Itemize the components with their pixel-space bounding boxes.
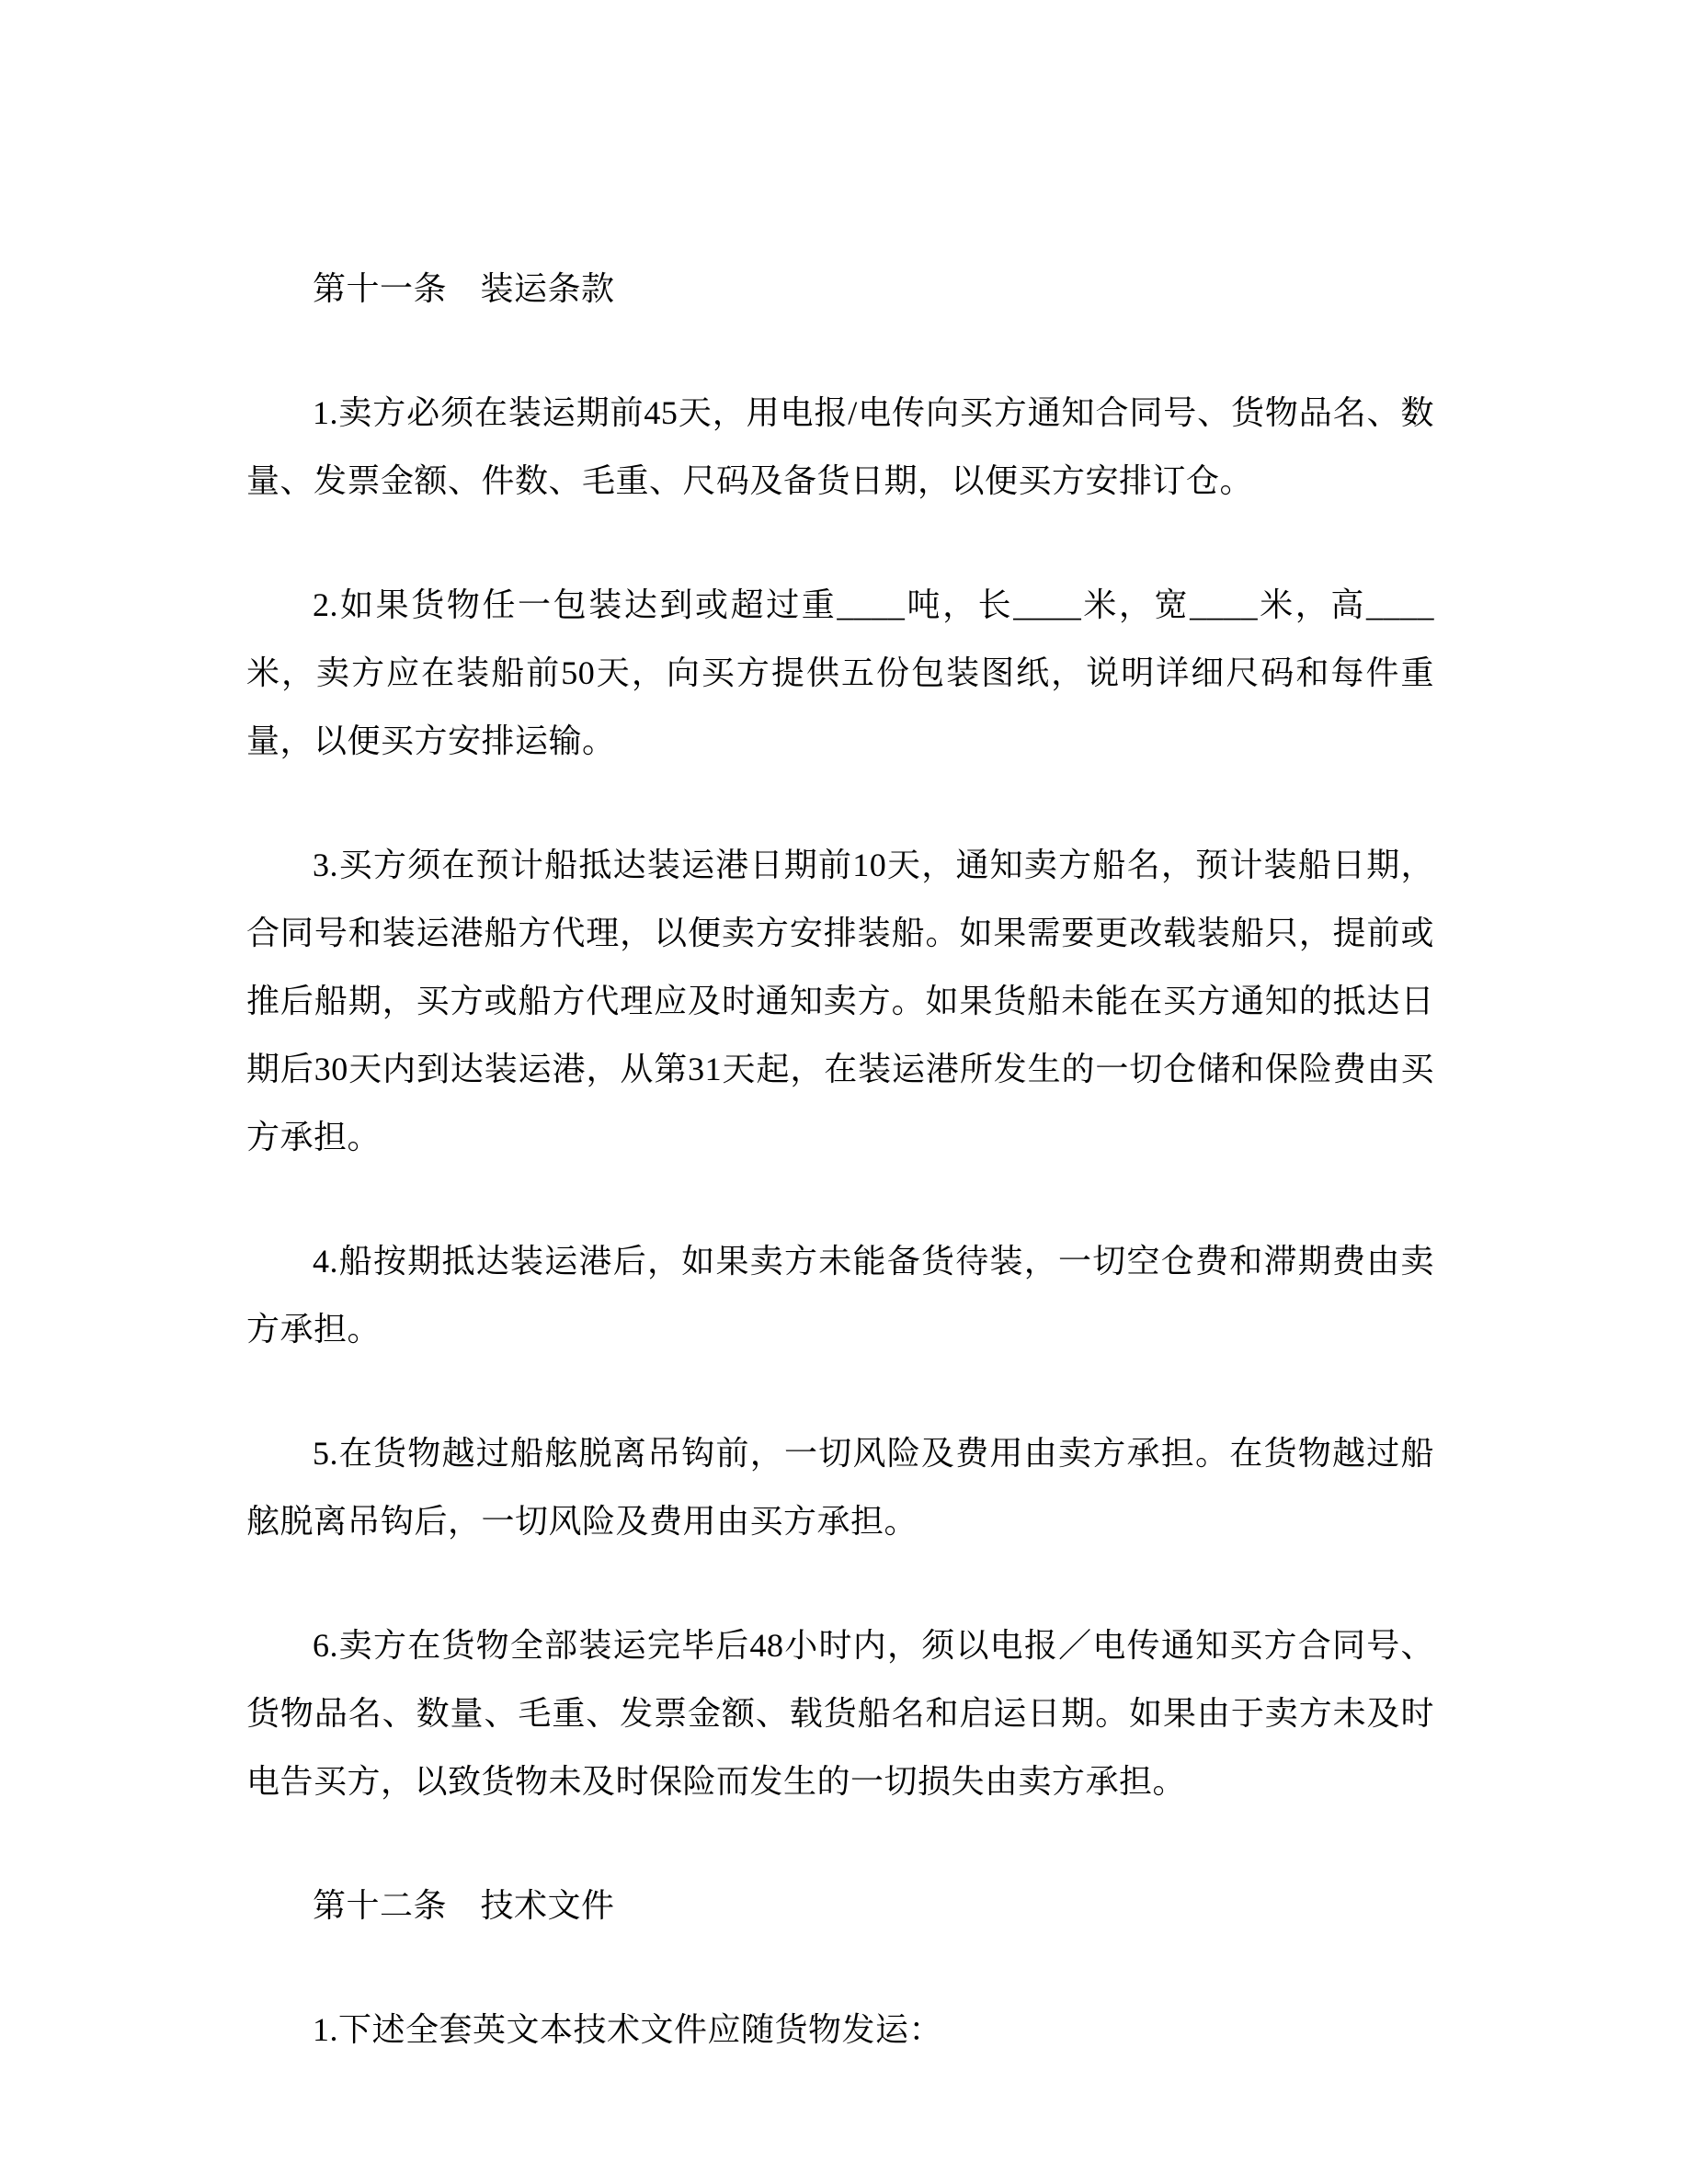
article-12-heading: 第十二条 技术文件: [313, 1887, 615, 1924]
clause-11-2-oversize-package: 2.如果货物任一包装达到或超过重____吨，长____米，宽____米，高____米，卖方应在装船前50天，向买方提供五份包装图纸，说明详细尺码和每件重量，以便买方安排运输。: [246, 586, 1434, 759]
article-11-heading: 第十一条 装运条款: [313, 270, 615, 307]
clause-12-1-technical-documents: 1.下述全套英文本技术文件应随货物发运：: [313, 2011, 943, 2048]
clause-11-1-shipment-notice: 1.卖方必须在装运期前45天，用电报/电传向买方通知合同号、货物品名、数量、发票金额、件数、毛重、尺码及备货日期，以便买方安排订仓。: [246, 394, 1434, 499]
document-body: [246, 255, 1434, 2064]
clause-11-4-dead-freight: 4.船按期抵达装运港后，如果卖方未能备货待装，一切空仓费和滞期费由卖方承担。: [246, 1243, 1434, 1348]
clause-11-3-vessel-notice: 3.买方须在预计船抵达装运港日期前10天，通知卖方船名，预计装船日期，合同号和装运港船方代理，以便卖方安排装船。如果需要更改载装船只，提前或推后船期，买方或船方代理应及时通知卖方。如果货船未能在买方通知的抵达日期后30天内到达装运港，从第31天起，在装运港所发生的一切仓储和保险费由买方承担。: [246, 847, 1434, 1155]
clause-11-6-loading-completion-notice: 6.卖方在货物全部装运完毕后48小时内，须以电报／电传通知买方合同号、货物品名、数量、毛重、发票金额、载货船名和启运日期。如果由于卖方未及时电告买方，以致货物未及时保险而发生的一切损失由卖方承担。: [246, 1627, 1434, 1800]
clause-11-5-risk-transfer: 5.在货物越过船舷脱离吊钩前，一切风险及费用由卖方承担。在货物越过船舷脱离吊钩后，一切风险及费用由买方承担。: [246, 1435, 1434, 1540]
